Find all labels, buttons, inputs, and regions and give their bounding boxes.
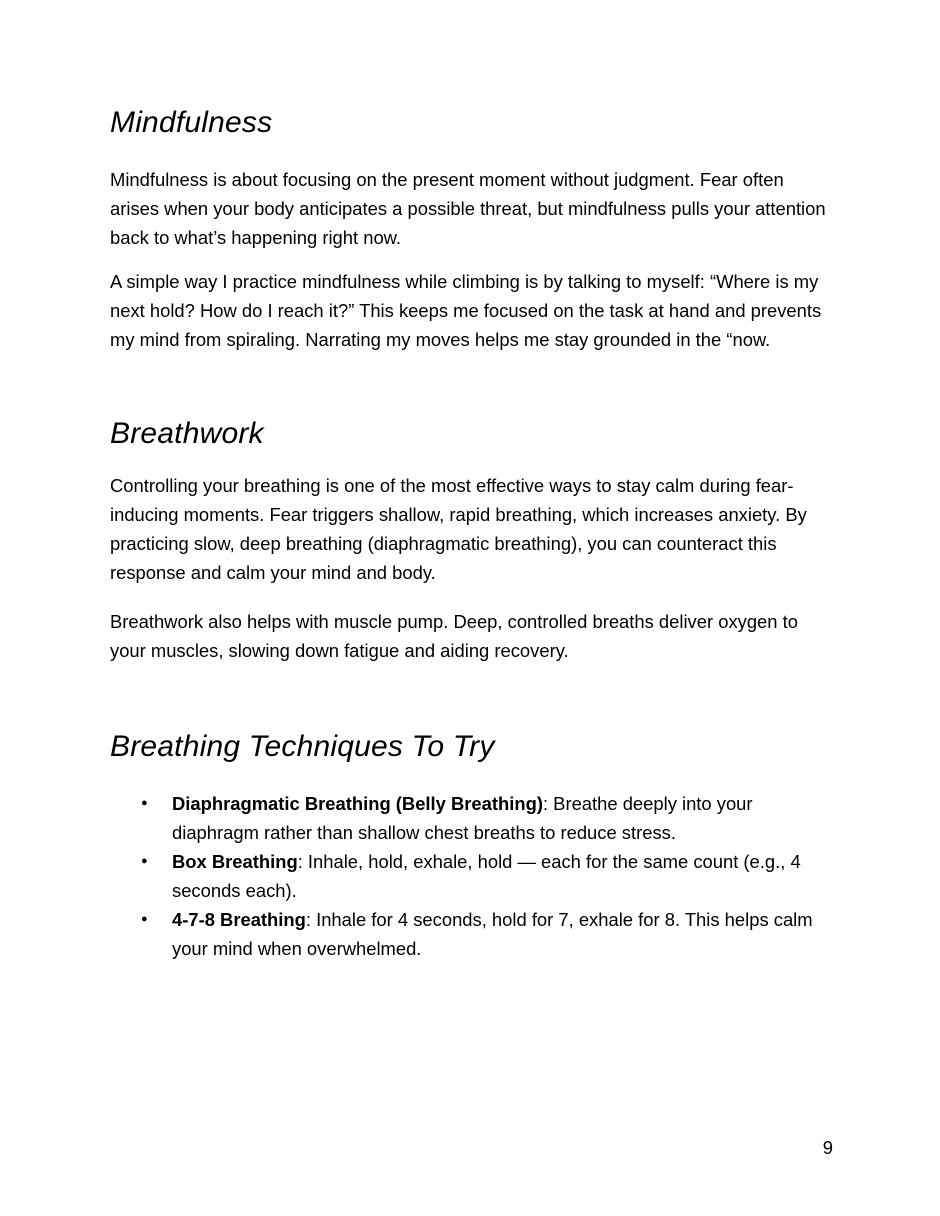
list-item-term: Diaphragmatic Breathing (Belly Breathing) [172,793,543,814]
paragraph-breathwork-1: Controlling your breathing is one of the most effective ways to stay calm during fear-inducing moments. Fear triggers shallow, rapid breathing, which increases anxiety. By practicing slow, deep breathing (diaphragmatic breathing), you can counteract this response and calm your mind and body. [110,475,807,583]
list-item-description: : Inhale for 4 seconds, hold for 7, exhale for 8. This helps calm your mind when overwhelmed. [172,909,813,959]
page-number: 9 [822,1137,833,1158]
list-item-description: : Breathe deeply into your diaphragm rather than shallow chest breaths to reduce stress. [172,793,753,843]
section-heading-breathwork: Breathwork [110,417,264,450]
paragraph-mindfulness-1: Mindfulness is about focusing on the present moment without judgment. Fear often arises when your body anticipates a possible threat, but mindfulness pulls your attention back to what’s happening right now. [110,169,826,248]
list-item-term: 4-7-8 Breathing [172,909,306,930]
list-item-description: : Inhale, hold, exhale, hold — each for the same count (e.g., 4 seconds each). [172,851,801,901]
list-item-term: Box Breathing [172,851,298,872]
paragraph-mindfulness-2: A simple way I practice mindfulness while climbing is by talking to myself: “Where is my next hold? How do I reach it?” This keeps me focused on the task at hand and prevents my mind from spiraling. Narrating my moves helps me stay grounded in the “now. [110,271,822,350]
section-heading-breathing-techniques: Breathing Techniques To Try [110,730,495,763]
list-item-478-breathing [110,905,830,963]
list-item-box-breathing [110,847,830,905]
breathing-techniques-list [110,789,830,963]
paragraph-breathwork-2: Breathwork also helps with muscle pump. Deep, controlled breaths deliver oxygen to your muscles, slowing down fatigue and aiding recovery. [110,611,798,661]
section-heading-mindfulness: Mindfulness [110,106,273,139]
list-item-diaphragmatic-breathing [110,789,830,847]
